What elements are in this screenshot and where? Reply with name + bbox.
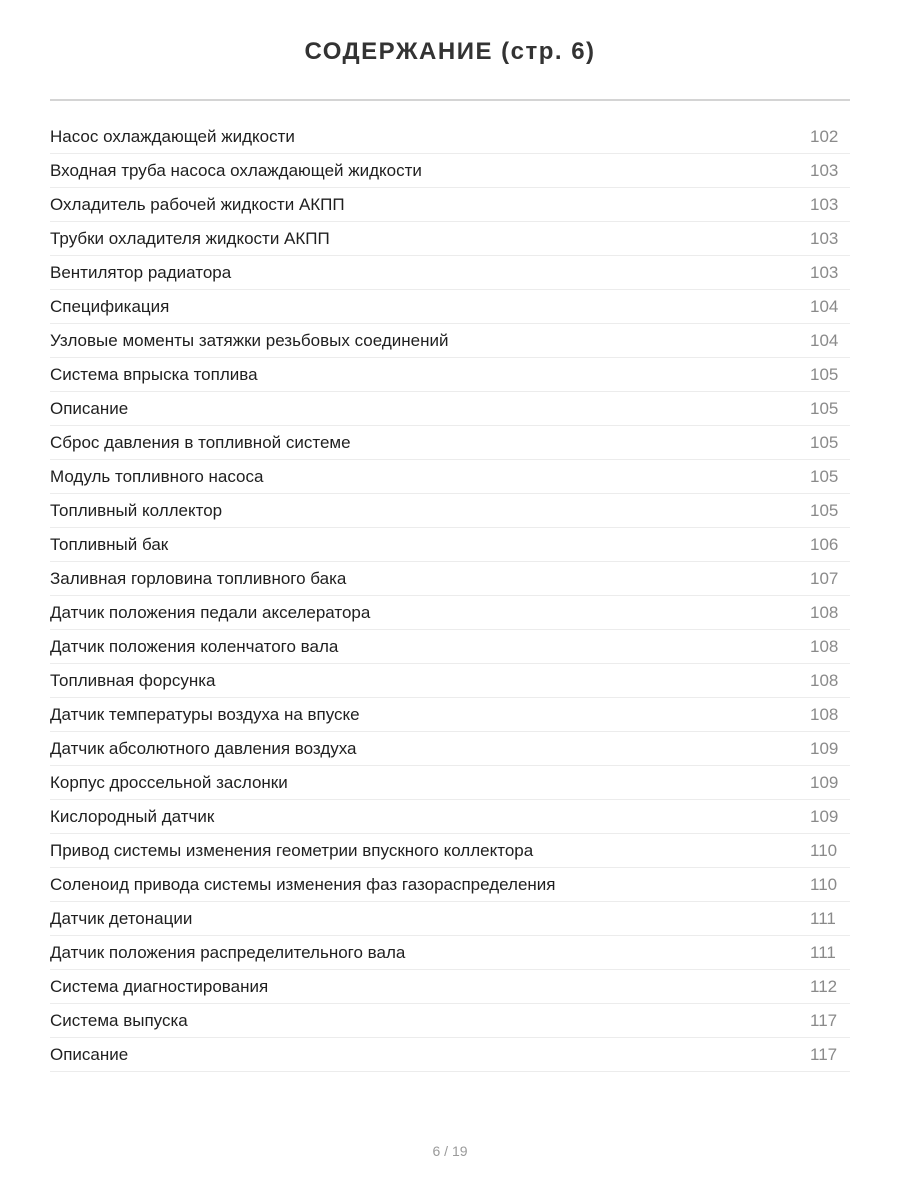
toc-entry-page-number: 110 [810,840,838,860]
page-title: СОДЕРЖАНИЕ (стр. 6) [304,38,596,65]
toc-entry-title: Датчик детонации [50,908,193,928]
toc-entry-title: Кислородный датчик [50,806,215,826]
toc-entry-page-number: 103 [810,228,839,248]
toc-entry[interactable] [50,562,850,596]
page-indicator: 6 / 19 [432,1143,468,1159]
table-of-contents [50,120,850,1072]
toc-entry-page-number: 104 [810,330,839,350]
toc-entry-page-number: 109 [810,806,839,826]
toc-entry-title: Датчик температуры воздуха на впуске [50,704,360,724]
toc-entry-title: Корпус дроссельной заслонки [50,772,288,792]
toc-entry[interactable] [50,630,850,664]
toc-entry[interactable] [50,902,850,936]
toc-entry-page-number: 111 [810,942,836,962]
toc-entry-page-number: 117 [810,1044,838,1064]
toc-entry-page-number: 109 [810,738,839,758]
toc-entry-page-number: 104 [810,296,839,316]
toc-entry[interactable] [50,528,850,562]
toc-entry-page-number: 107 [810,568,839,588]
toc-entry-page-number: 103 [810,194,839,214]
toc-entry-page-number: 105 [810,432,839,452]
toc-entry-page-number: 112 [810,976,838,996]
toc-entry[interactable] [50,766,850,800]
toc-entry-page-number: 110 [810,874,838,894]
toc-entry-page-number: 117 [810,1010,838,1030]
toc-entry-page-number: 111 [810,908,836,928]
toc-entry-title: Топливный бак [50,534,169,554]
toc-entry-page-number: 106 [810,534,839,554]
toc-entry-page-number: 103 [810,160,839,180]
toc-entry[interactable] [50,358,850,392]
toc-entry-page-number: 105 [810,500,839,520]
toc-entry-title: Топливная форсунка [50,670,216,690]
toc-entry-title: Вентилятор радиатора [50,262,232,282]
title-divider [50,99,850,101]
toc-entry-title: Система диагностирования [50,976,269,996]
toc-entry[interactable] [50,1038,850,1072]
toc-entry-page-number: 108 [810,602,839,622]
toc-entry-title: Система выпуска [50,1010,188,1030]
toc-entry-page-number: 109 [810,772,839,792]
toc-entry[interactable] [50,256,850,290]
toc-entry[interactable] [50,188,850,222]
toc-entry-title: Датчик положения распределительного вала [50,942,406,962]
toc-entry[interactable] [50,494,850,528]
toc-entry[interactable] [50,1004,850,1038]
toc-entry[interactable] [50,290,850,324]
toc-entry-page-number: 105 [810,398,839,418]
toc-entry[interactable] [50,596,850,630]
toc-entry[interactable] [50,698,850,732]
toc-entry[interactable] [50,800,850,834]
toc-entry-title: Трубки охладителя жидкости АКПП [50,228,330,248]
toc-entry[interactable] [50,970,850,1004]
toc-entry-title: Насос охлаждающей жидкости [50,126,295,146]
toc-entry[interactable] [50,936,850,970]
toc-entry-title: Сброс давления в топливной системе [50,432,351,452]
toc-entry[interactable] [50,120,850,154]
toc-entry-title: Описание [50,1044,129,1064]
toc-entry-page-number: 108 [810,704,839,724]
toc-entry-title: Датчик положения коленчатого вала [50,636,339,656]
toc-entry-title: Входная труба насоса охлаждающей жидкости [50,160,422,180]
toc-entry[interactable] [50,834,850,868]
toc-entry[interactable] [50,222,850,256]
toc-entry-title: Система впрыска топлива [50,364,258,384]
toc-entry-title: Модуль топливного насоса [50,466,264,486]
toc-entry-page-number: 108 [810,636,839,656]
toc-entry-title: Топливный коллектор [50,500,223,520]
toc-entry-title: Привод системы изменения геометрии впускного коллектора [50,840,534,860]
toc-entry[interactable] [50,426,850,460]
toc-entry-page-number: 102 [810,126,839,146]
toc-entry[interactable] [50,868,850,902]
toc-entry-title: Датчик абсолютного давления воздуха [50,738,357,758]
toc-entry-title: Спецификация [50,296,170,316]
toc-entry[interactable] [50,154,850,188]
toc-entry-page-number: 105 [810,364,839,384]
toc-entry[interactable] [50,392,850,426]
toc-entry-title: Датчик положения педали акселератора [50,602,371,622]
toc-entry[interactable] [50,664,850,698]
toc-entry[interactable] [50,324,850,358]
toc-entry-title: Описание [50,398,129,418]
toc-entry-title: Узловые моменты затяжки резьбовых соединений [50,330,449,350]
toc-entry-page-number: 105 [810,466,839,486]
toc-entry-title: Соленоид привода системы изменения фаз газораспределения [50,874,556,894]
toc-entry[interactable] [50,460,850,494]
toc-entry-page-number: 103 [810,262,839,282]
toc-entry[interactable] [50,732,850,766]
toc-entry-title: Охладитель рабочей жидкости АКПП [50,194,345,214]
toc-entry-title: Заливная горловина топливного бака [50,568,347,588]
toc-entry-page-number: 108 [810,670,839,690]
